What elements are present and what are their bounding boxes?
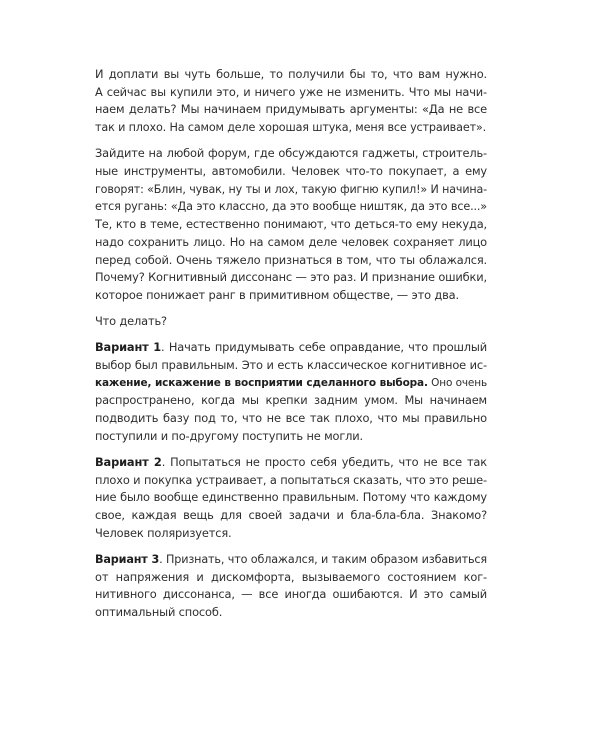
text-line: выбор был правильным. Это и есть классическое когнитивное ис- [95,358,487,373]
text-line: Человек поляризуется. [95,525,232,540]
emphasis-text: кажение, искажение в восприятии сделанного выбора. [95,376,428,389]
paragraph-forum [95,145,487,304]
text-line [95,339,487,357]
paragraph-intro [95,66,487,137]
text-line: нитивного диссонанса, — все иногда ошибаются. И это самый [95,587,487,602]
text-line: И доплати вы чуть больше, то получили бы то, что вам нужно. [95,67,487,81]
book-page [95,66,487,630]
text-line: от напряжения и дискомфорта, вызываемого состоянием ког- [95,569,487,584]
text-fragment: Оно очень [427,376,487,389]
paragraph-question [95,313,487,331]
text-fragment: . Признать, что облажался, и таким образом избавиться [159,553,487,567]
text-fragment: . Начать придумывать себе оправдание, что прошлый [161,340,488,355]
text-line: которое понижает ранг в примитивном обществе, — это два. [95,287,459,302]
text-line: наем делать? Мы начинаем придумывать аргументы: «Да не все [95,102,487,117]
text-line: Зайдите на любой форум, где обсуждаются гаджеты, строитель- [95,146,487,161]
paragraph-variant-3 [95,551,487,622]
variant-label: Вариант 3 [95,553,160,567]
text-line: так и плохо. На самом деле хорошая штука, меня все устраивает». [95,121,487,135]
text-line [95,454,487,472]
text-line: свое, каждая вещь для своей задачи и бла-бла-бла. Знакомо? [95,508,487,523]
text-line: ние было вообще единственно правильным. Потому что каждому [95,490,487,505]
text-line: А сейчас вы купили это, и ничего уже не изменить. Что мы начи- [95,84,487,99]
text-line: ные инструменты, автомобили. Человек что-то покупает, а ему [95,164,487,179]
paragraph-variant-2 [95,454,487,543]
text-line: поступили и по-другому поступить не могли. [95,428,364,443]
text-line: Что делать? [95,314,167,329]
text-line: Почему? Когнитивный диссонанс — это раз. И признание ошибки, [95,270,487,285]
text-line: надо сохранить лицо. Но на самом деле человек сохраняет лицо [95,234,487,249]
text-line [95,551,487,569]
text-line: оптимальный способ. [95,605,223,620]
text-line: ется ругань: «Да это классно, да это вообще ништяк, да это все...» [95,200,487,214]
text-line [95,375,487,393]
variant-label: Вариант 2 [95,455,162,470]
text-line: Те, кто в теме, естественно понимают, что деться-то ему некуда, [95,217,487,232]
text-line: говорят: «Блин, чувак, ну ты и лох, такую фигню купил!» И начина- [95,182,487,196]
text-line: распространено, когда мы крепки задним умом. Мы начинаем [95,393,487,408]
text-fragment: . Попытаться не просто себя убедить, что не все так [161,455,487,470]
paragraph-variant-1 [95,339,487,445]
variant-label: Вариант 1 [95,340,162,355]
text-line: плохо и покупка устраивает, а попытаться сказать, что это реше- [95,472,487,487]
text-line: перед собой. Очень тяжело признаться в том, что ты облажался. [95,252,487,267]
text-line: подводить базу под то, что не все так плохо, что мы правильно [95,411,487,426]
